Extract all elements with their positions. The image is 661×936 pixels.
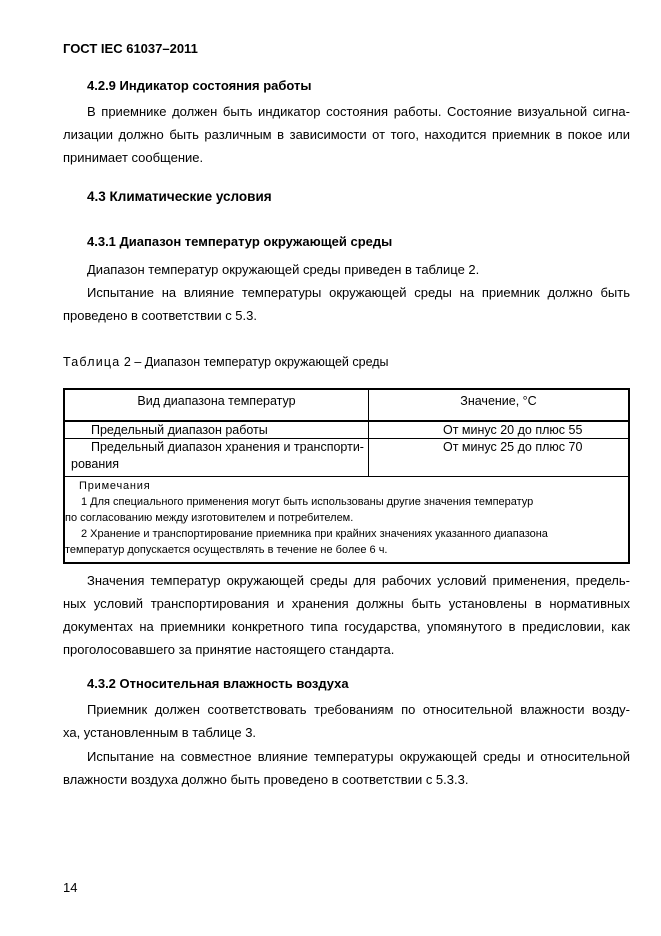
s432-line-1b: ха, установленным в таблице 3. xyxy=(63,725,257,740)
after-table-line-3: документах на приемники конкретного типа государства, упомянутого в предисловии, как xyxy=(63,619,630,634)
table-row-2-value: От минус 25 до плюс 70 xyxy=(369,439,630,477)
table-row-2-name-line-2: рования xyxy=(71,457,120,471)
after-table-line-2: ных условий транспортирования и хранения должны быть установлены в нормативных xyxy=(63,596,630,611)
notes-title: Примечания xyxy=(79,480,151,492)
s431-paragraph-1: Диапазон температур окружающей среды приведен в таблице 2. xyxy=(87,262,480,277)
s432-line-1a: Приемник должен соответствовать требованиям по относительной влажности возду- xyxy=(87,702,630,717)
page-number: 14 xyxy=(63,880,78,895)
s429-line-1: В приемнике должен быть индикатор состояния работы. Состояние визуальной сигна- xyxy=(87,104,630,119)
s432-line-2a: Испытание на совместное влияние температуры окружающей среды и относительной xyxy=(87,749,630,764)
table-row-2-name-line-1: Предельный диапазон хранения и транспорти- xyxy=(91,440,364,454)
note-2-line-1: 2 Хранение и транспортирование приемника при крайних значениях указанного диапазона xyxy=(81,528,548,540)
after-table-line-1: Значения температур окружающей среды для рабочих условий применения, предель- xyxy=(87,573,630,588)
note-2-line-2: температур допускается осуществлять в течение не более 6 ч. xyxy=(65,544,388,556)
s431-line-2b: проведено в соответствии с 5.3. xyxy=(63,308,257,323)
s429-line-3: принимает сообщение. xyxy=(63,150,204,165)
table-row-1-value: От минус 20 до плюс 55 xyxy=(369,421,630,439)
note-1-line-1: 1 Для специального применения могут быть использованы другие значения температур xyxy=(81,496,534,508)
table-header-kind: Вид диапазона температур xyxy=(64,389,369,421)
table-row-1-name: Предельный диапазон работы xyxy=(64,421,369,439)
table-header-value: Значение, °С xyxy=(369,389,630,421)
table-caption-text: 2 – Диапазон температур окружающей среды xyxy=(120,355,389,369)
table-row-2-name xyxy=(64,439,369,477)
section-4-3-1-title: 4.3.1 Диапазон температур окружающей среды xyxy=(87,234,393,249)
note-1-line-2: по согласованию между изготовителем и потребителем. xyxy=(65,512,354,524)
table-caption-label: Таблица xyxy=(63,355,121,369)
after-table-line-4: проголосовавшего за принятие настоящего стандарта. xyxy=(63,642,395,657)
table-2 xyxy=(63,388,630,564)
s432-line-2b: влажности воздуха должно быть проведено в соответствии с 5.3.3. xyxy=(63,772,469,787)
s429-line-2: лизации должно быть различным в зависимости от того, находится приемник в покое или xyxy=(63,127,630,142)
section-4-3-2-title: 4.3.2 Относительная влажность воздуха xyxy=(87,676,349,691)
table-notes xyxy=(64,477,629,564)
table-2-caption xyxy=(63,355,389,369)
s431-line-2a: Испытание на влияние температуры окружающей среды на приемник должно быть xyxy=(87,285,630,300)
section-4-3-title: 4.3 Климатические условия xyxy=(87,189,272,204)
document-code: ГОСТ IEC 61037–2011 xyxy=(63,41,198,56)
section-4-2-9-title: 4.2.9 Индикатор состояния работы xyxy=(87,78,312,93)
